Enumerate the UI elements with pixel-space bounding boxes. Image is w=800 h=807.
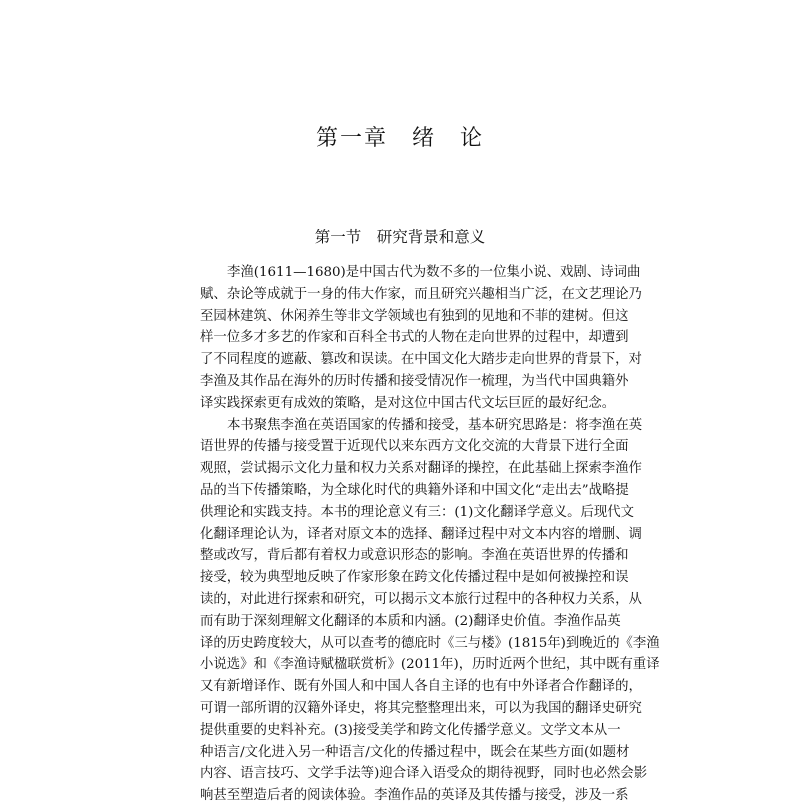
text-line: 至园林建筑、休闲养生等非文学领域也有独到的见地和不菲的建树。但这 (200, 308, 629, 324)
text-line: 品的当下传播策略，为全球化时代的典籍外译和中国文化“走出去”战略提 (200, 482, 629, 498)
chapter-title: 第一章 绪 论 (315, 126, 484, 151)
text-line: 而有助于深刻理解文化翻译的本质和内涵。(2)翻译史价值。李渔作品英 (200, 613, 621, 629)
section-title: 第一节 研究背景和意义 (314, 228, 486, 246)
text-line: 小说选》和《李渔诗赋楹联赏析》(2011年)，历时近两个世纪，其中既有重译 (200, 657, 660, 673)
text-line: 提供重要的史料补充。(3)接受美学和跨文化传播学意义。文学文本从一 (200, 722, 621, 738)
text-line: 李渔(1611—1680)是中国古代为数不多的一位集小说、戏剧、诗词曲 (227, 265, 641, 280)
text-line: 译实践探索更有成效的策略，是对这位中国古代文坛巨匠的最好纪念。 (200, 395, 616, 411)
text-line: 又有新增译作、既有外国人和中国人各自主译的也有中外译者合作翻译的， (200, 679, 642, 695)
text-line: 读的，对此进行探索和研究，可以揭示文本旅行过程中的各种权力关系，从 (200, 591, 642, 607)
text-line: 内容、语言技巧、文学手法等)迎合译入语受众的期待视野，同时也必然会影 (200, 766, 648, 782)
text-line: 化翻译理论认为，译者对原文本的选择、翻译过程中对文本内容的增删、调 (200, 526, 642, 542)
text-line: 可谓一部所谓的汉籍外译史，将其完整整理出来，可以为我国的翻译史研究 (200, 700, 642, 716)
text-line: 语世界的传播与接受置于近现代以来东西方文化交流的大背景下进行全面 (200, 439, 629, 455)
text-line: 本书聚焦李渔在英语国家的传播和接受，基本研究思路是：将李渔在英 (227, 417, 643, 433)
text-line: 李渔及其作品在海外的历时传播和接受情况作一梳理，为当代中国典籍外 (200, 373, 629, 389)
text-line: 译的历史跨度较大，从可以查考的德庇时《三与楼》(1815年)到晚近的《李渔 (200, 635, 660, 651)
text-line: 响甚至塑造后者的阅读体验。李渔作品的英译及其传播与接受，涉及一系 (200, 788, 629, 804)
text-line: 种语言/文化进入另一种语言/文化的传播过程中，既会在某些方面(如题材 (200, 744, 630, 760)
text-line: 了不同程度的遮蔽、篡改和误读。在中国文化大踏步走向世界的背景下，对 (200, 352, 642, 368)
text-line: 整或改写，背后都有着权力或意识形态的影响。李渔在英语世界的传播和 (200, 548, 629, 564)
text-line: 赋、杂论等成就于一身的伟大作家，而且研究兴趣相当广泛，在文艺理论乃 (200, 286, 642, 302)
text-line: 接受，较为典型地反映了作家形象在跨文化传播过程中是如何被操控和误 (200, 570, 629, 586)
text-line: 供理论和实践支持。本书的理论意义有三：(1)文化翻译学意义。后现代文 (200, 504, 635, 520)
body-text (200, 262, 660, 807)
text-line: 样一位多才多艺的作家和百科全书式的人物在走向世界的过程中，却遭到 (200, 330, 629, 346)
text-line: 观照，尝试揭示文化力量和权力关系对翻译的操控，在此基础上探索李渔作 (200, 461, 642, 477)
